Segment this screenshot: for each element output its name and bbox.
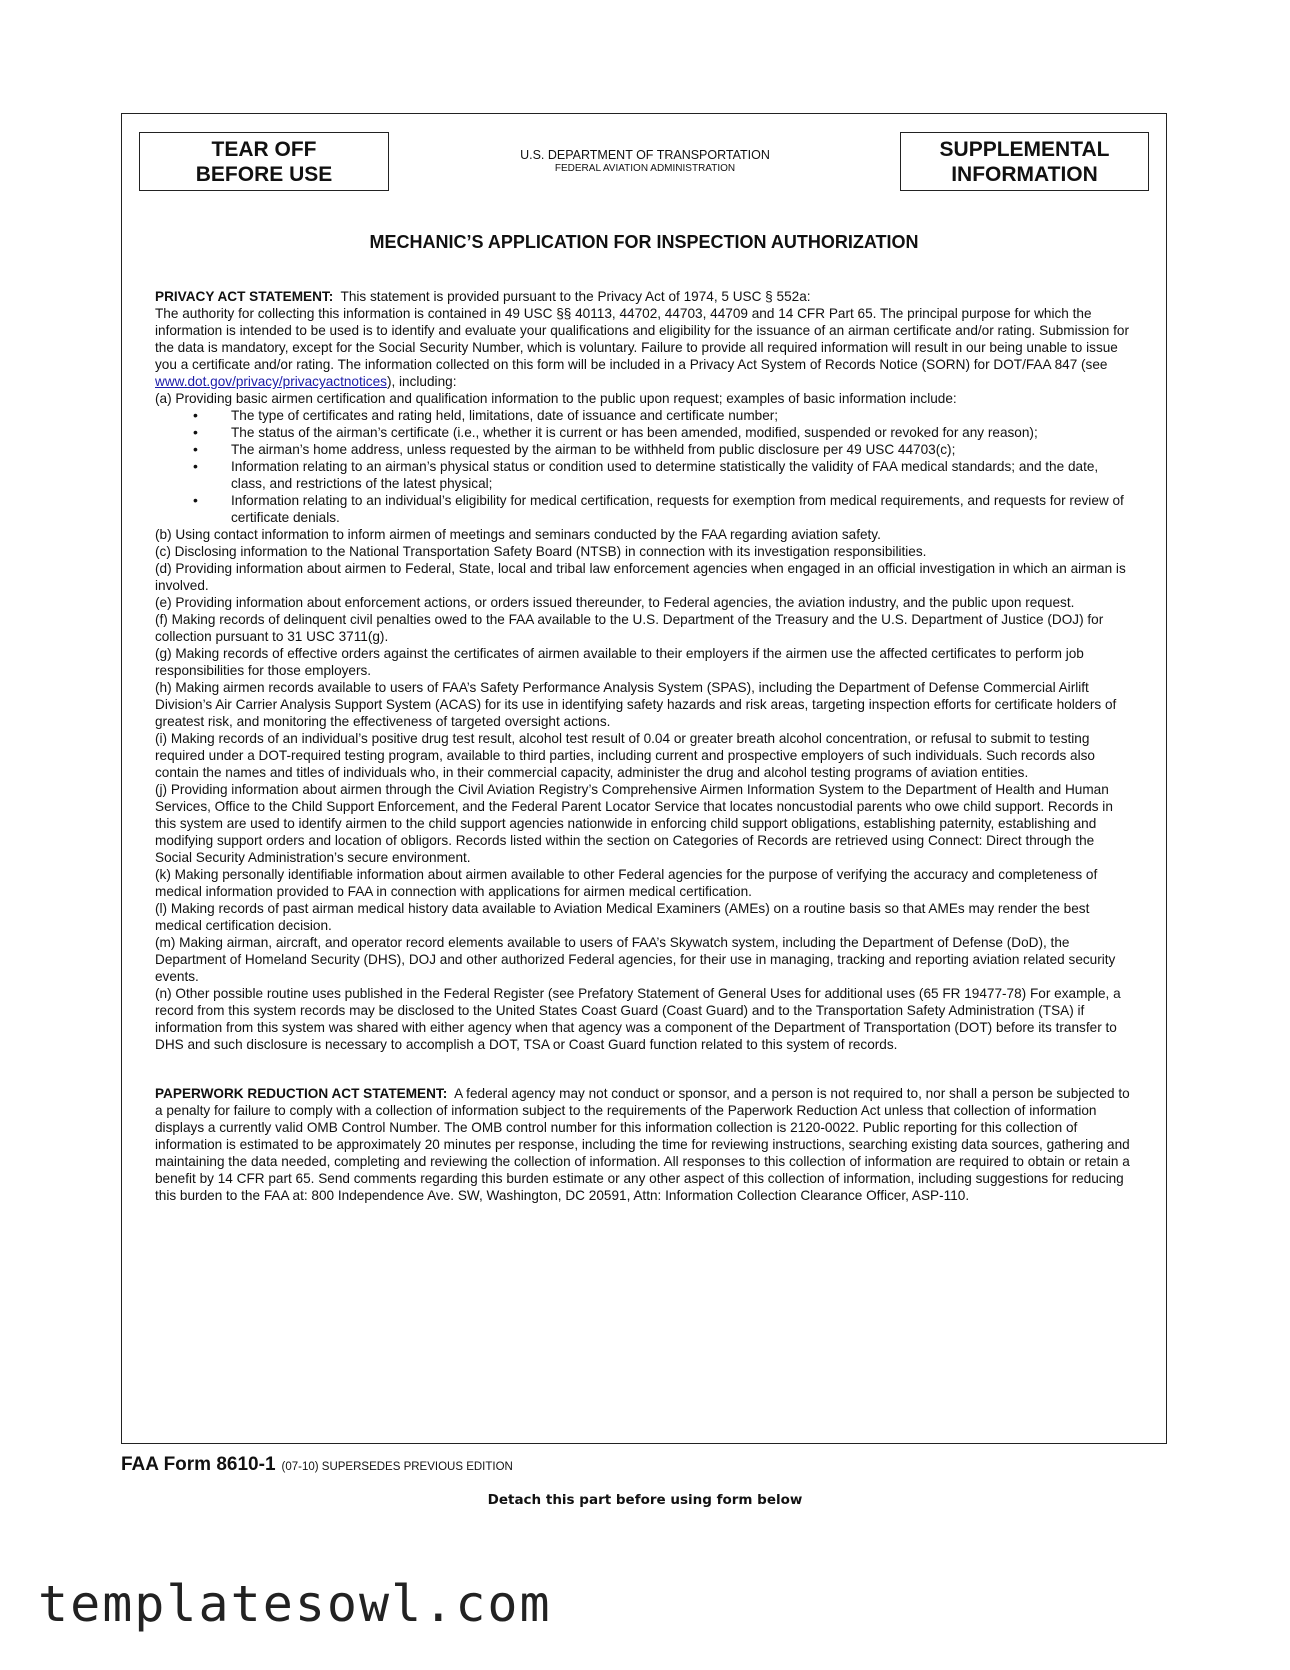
- list-item: • Information relating to an airman’s physical status or condition used to determine statistically the validity of FAA medical standards; and the date, class, and restrictions of the latest physical;: [155, 458, 1130, 492]
- statement-content: [155, 288, 1130, 1204]
- tear-off-line2: BEFORE USE: [195, 162, 333, 186]
- privacy-item-n: (n) Other possible routine uses published in the Federal Register (see Prefatory Statement of General Uses for additional uses (65 FR 19477-78) For example, a record from this system records may be disclosed to the United States Coast Guard (Coast Guard) and to the Transportation Safety Administration (TSA) if information from this system was shared with either agency when that agency was a component of the Department of Transportation (DOT) before its transfer to DHS and such disclosure is necessary to accomplish a DOT, TSA or Coast Guard function related to this system of records.: [155, 986, 1121, 1052]
- privacy-item-f: (f) Making records of delinquent civil penalties owed to the FAA available to the U.S. Department of the Treasury and the U.S. Department of Justice (DOJ) for collection pursuant to 31 USC 3711(g).: [155, 612, 1104, 644]
- privacy-item-h: (h) Making airmen records available to users of FAA’s Safety Performance Analysis System (SPAS), including the Department of Defense Commercial Airlift Division’s Air Carrier Analysis Support System (ACAS) for its use in identifying safety hazards and risk areas, targeting inspection efforts for certificate holders of greatest risk, and monitoring the effectiveness of targeted oversight actions.: [155, 680, 1117, 729]
- form-edition-note: (07-10) SUPERSEDES PREVIOUS EDITION: [281, 1461, 513, 1473]
- administration-name: FEDERAL AVIATION ADMINISTRATION: [554, 163, 736, 174]
- tear-off-box: [139, 132, 389, 191]
- privacy-item-e: (e) Providing information about enforcement actions, or orders issued thereunder, to Federal agencies, the aviation industry, and the public upon request.: [155, 595, 1075, 610]
- privacy-intro: [155, 288, 1130, 305]
- privacy-item-j: (j) Providing information about airmen through the Civil Aviation Registry’s Comprehensive Airmen Information System to the Department of Health and Human Services, Office to the Child Support Enforcement, and the Federal Parent Locator Service that locates noncustodial parents who owe child support. Records in this system are used to identify airmen to the child support agencies nationwide in enforcing child support obligations, establishing paternity, establishing and modifying support orders and location of obligors. Records listed within the section on Categories of Records are retrieved using Connect: Direct through the Social Security Administration’s secure environment.: [155, 782, 1113, 865]
- form-identifier: [121, 1454, 513, 1476]
- privacy-body-text: The authority for collecting this information is contained in 49 USC §§ 40113, 44702, 44703, 44709 and 14 CFR Part 65. The principal purpose for which the information is intended to be used is to identify and evaluate your qualifications and eligibility for the issuance of an airman certificate and/or rating. Submission for the data is mandatory, except for the Social Security Number, which is voluntary. Failure to provide all required information will result in our being unable to issue you a certificate and/or rating. The information collected on this form will be included in a Privacy Act System of Records Notice (SORN) for DOT/FAA 847 (see: [155, 306, 1130, 372]
- department-header: [480, 148, 810, 175]
- list-item: • The airman’s home address, unless requested by the airman to be withheld from public disclosure per 49 USC 44703(c);: [155, 441, 1130, 458]
- paperwork-statement: [155, 1085, 1130, 1204]
- privacy-intro-text: This statement is provided pursuant to the Privacy Act of 1974, 5 USC § 552a:: [340, 289, 811, 304]
- privacy-item-d: (d) Providing information about airmen to Federal, State, local and tribal law enforcement agencies when engaged in an official investigation in which an airman is involved.: [155, 561, 1126, 593]
- page-title: MECHANIC’S APPLICATION FOR INSPECTION AUTHORIZATION: [369, 232, 919, 252]
- department-name: U.S. DEPARTMENT OF TRANSPORTATION: [520, 148, 770, 162]
- privacy-notices-link[interactable]: www.dot.gov/privacy/privacyactnotices: [155, 374, 387, 389]
- privacy-item-i: (i) Making records of an individual’s positive drug test result, alcohol test result of 0.04 or greater breath alcohol concentration, or refusal to submit to testing required under a DOT-required testing program, available to third parties, including current and prospective employers of such individuals. Such records also contain the names and titles of individuals who, in their commercial capacity, administer the drug and alcohol testing programs of aviation entities.: [155, 731, 1095, 780]
- form-number: FAA Form 8610-1: [121, 1454, 276, 1475]
- list-item: • The type of certificates and rating held, limitations, date of issuance and certificate number;: [155, 407, 1130, 424]
- list-item: • The status of the airman’s certificate (i.e., whether it is current or has been amended, modified, suspended or revoked for any reason);: [155, 424, 1130, 441]
- privacy-item-a: (a) Providing basic airmen certification and qualification information to the public upon request; examples of basic information include:: [155, 391, 957, 406]
- list-item: • Information relating to an individual’s eligibility for medical certification, requests for exemption from medical requirements, and requests for review of certificate denials.: [155, 492, 1130, 526]
- privacy-body: [155, 305, 1130, 390]
- privacy-item-c: (c) Disclosing information to the National Transportation Safety Board (NTSB) in connection with its investigation responsibilities.: [155, 544, 927, 559]
- privacy-heading: PRIVACY ACT STATEMENT:: [155, 289, 334, 304]
- supplemental-line1: SUPPLEMENTAL: [939, 137, 1110, 161]
- privacy-item-m: (m) Making airman, aircraft, and operator record elements available to users of FAA’s Skywatch system, including the Department of Defense (DoD), the Department of Homeland Security (DHS), DOJ and other authorized Federal agencies, for their use in managing, tracking and reporting aviation related security events.: [155, 935, 1116, 984]
- paperwork-body: A federal agency may not conduct or sponsor, and a person is not required to, nor shall a person be subjected to a penalty for failure to comply with a collection of information subject to the requirements of the Paperwork Reduction Act unless that collection of information displays a currently valid OMB Control Number. The OMB control number for this information collection is 2120-0022. Public reporting for this collection of information is estimated to be approximately 20 minutes per response, including the time for reviewing instructions, searching existing data sources, gathering and maintaining the data needed, completing and reviewing the collection of information. All responses to this collection of information are required to obtain or retain a benefit by 14 CFR part 65. Send comments regarding this burden estimate or any other aspect of this collection of information, including suggestions for reducing this burden to the FAA at: 800 Independence Ave. SW, Washington, DC 20591, Attn: Information Collection Clearance Officer, ASP-110.: [155, 1086, 1130, 1203]
- privacy-item-b: (b) Using contact information to inform airmen of meetings and seminars conducted by the FAA regarding aviation safety.: [155, 527, 881, 542]
- privacy-body-end: ), including:: [386, 374, 457, 389]
- paperwork-heading: PAPERWORK REDUCTION ACT STATEMENT:: [155, 1086, 448, 1101]
- supplemental-info-box: [900, 132, 1149, 191]
- detach-instruction: Detach this part before using form below: [487, 1492, 803, 1508]
- site-watermark: templatesowl.com: [38, 1575, 552, 1633]
- privacy-item-g: (g) Making records of effective orders against the certificates of airmen available to their employers if the airmen use the affected certificates to perform job responsibilities for those employers.: [155, 646, 1084, 678]
- privacy-item-k: (k) Making personally identifiable information about airmen available to other Federal agencies for the purpose of verifying the accuracy and completeness of medical information provided to FAA in connection with applications for airmen medical certification.: [155, 867, 1098, 899]
- basic-info-list: [155, 407, 1130, 526]
- supplemental-line2: INFORMATION: [951, 162, 1098, 186]
- privacy-item-l: (l) Making records of past airman medical history data available to Aviation Medical Examiners (AMEs) on a routine basis so that AMEs may render the best medical certification decision.: [155, 901, 1090, 933]
- tear-off-line1: TEAR OFF: [211, 137, 317, 161]
